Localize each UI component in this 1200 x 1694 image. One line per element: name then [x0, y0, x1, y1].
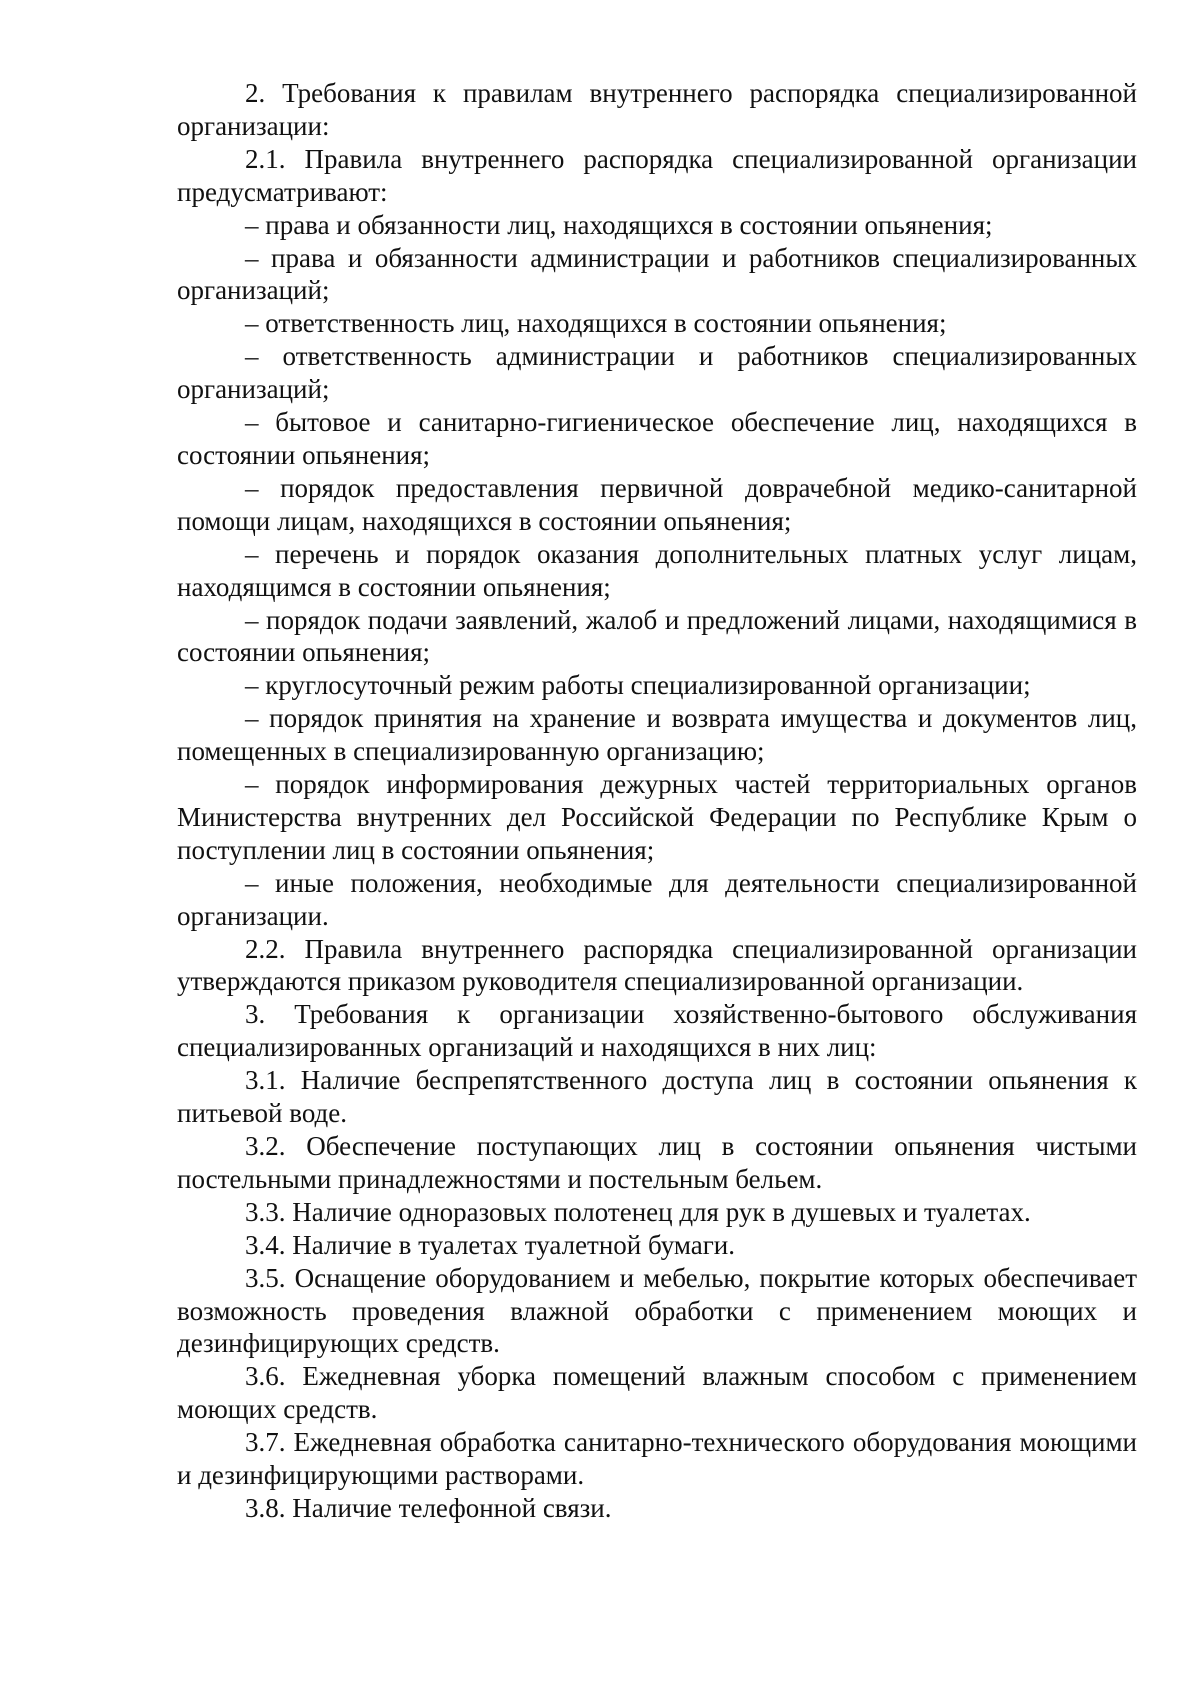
- list-item-round-the-clock: – круглосуточный режим работы специализированной организации;: [245, 670, 1031, 701]
- list-item-property-storage: – порядок принятия на хранение и возврата имущества и документов лиц, помещенных в специализированную организацию;: [177, 703, 1137, 767]
- document-body: [177, 77, 1137, 1525]
- list-item-household-provision: – бытовое и санитарно-гигиеническое обеспечение лиц, находящихся в состоянии опьянения;: [177, 407, 1137, 470]
- list-item-complaints: – порядок подачи заявлений, жалоб и предложений лицами, находящимися в состоянии опьянения;: [177, 604, 1137, 668]
- list-item-informing-police: – порядок информирования дежурных частей территориальных органов Министерства внутренних дел Российской Федерации по Республике Крым о поступлении лиц в состоянии опьянения;: [177, 769, 1137, 865]
- paragraph-2-2: 2.2. Правила внутреннего распорядка специализированной организации утверждаются приказом руководителя специализированной организации.: [177, 933, 1137, 997]
- paragraph-3-6: 3.6. Ежедневная уборка помещений влажным способом с применением моющих средств.: [177, 1361, 1137, 1425]
- list-item-responsibility-persons: – ответственность лиц, находящихся в состоянии опьянения;: [245, 308, 947, 339]
- list-item-paid-services: – перечень и порядок оказания дополнительных платных услуг лицам, находящимся в состоянии опьянения;: [177, 538, 1137, 602]
- paragraph-3-4: 3.4. Наличие в туалетах туалетной бумаги.: [245, 1229, 736, 1260]
- paragraph-3-8: 3.8. Наличие телефонной связи.: [245, 1492, 612, 1523]
- paragraph-3-7: 3.7. Ежедневная обработка санитарно-технического оборудования моющими и дезинфицирующими растворами.: [177, 1427, 1137, 1491]
- list-item-rights-persons: – права и обязанности лиц, находящихся в состоянии опьянения;: [245, 209, 993, 240]
- paragraph-3-5: 3.5. Оснащение оборудованием и мебелью, покрытие которых обеспечивает возможность проведения влажной обработки с применением моющих и дезинфицирующих средств.: [177, 1262, 1137, 1359]
- list-item-responsibility-administration: – ответственность администрации и работников специализированных организаций;: [177, 341, 1137, 405]
- section-2-heading: 2. Требования к правилам внутреннего распорядка специализированной организации:: [177, 78, 1137, 141]
- paragraph-2-1: 2.1. Правила внутреннего распорядка специализированной организации предусматривают:: [177, 143, 1137, 207]
- paragraph-3-1: 3.1. Наличие беспрепятственного доступа лиц в состоянии опьянения к питьевой воде.: [177, 1065, 1137, 1129]
- paragraph-3-2: 3.2. Обеспечение поступающих лиц в состоянии опьянения чистыми постельными принадлежностями и постельным бельем.: [177, 1131, 1137, 1194]
- list-item-medical-aid: – порядок предоставления первичной доврачебной медико-санитарной помощи лицам, находящихся в состоянии опьянения;: [177, 472, 1137, 536]
- paragraph-3-3: 3.3. Наличие одноразовых полотенец для рук в душевых и туалетах.: [245, 1196, 1031, 1227]
- list-item-rights-administration: – права и обязанности администрации и работников специализированных организаций;: [177, 242, 1137, 306]
- section-3-heading: 3. Требования к организации хозяйственно-бытового обслуживания специализированных организаций и находящихся в них лиц:: [177, 999, 1137, 1063]
- list-item-other-provisions: – иные положения, необходимые для деятельности специализированной организации.: [177, 867, 1137, 931]
